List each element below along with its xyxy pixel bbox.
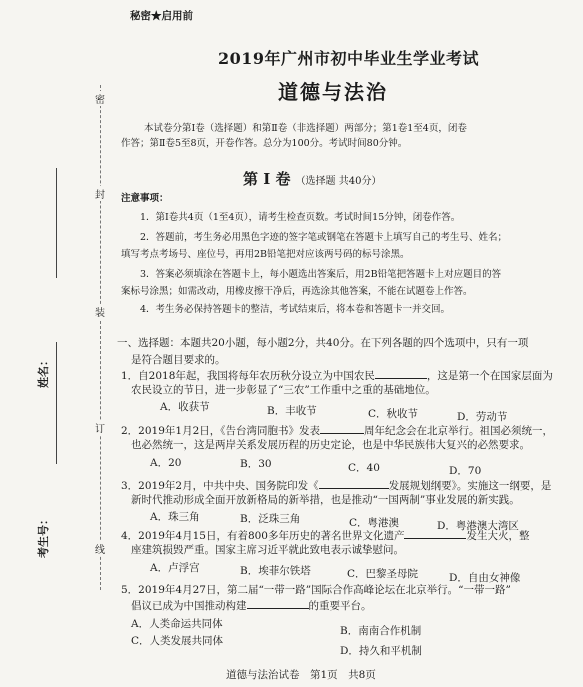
exam-no-blank-line[interactable] bbox=[56, 342, 57, 464]
question-2: 2．2019年1月2日，《告台湾同胞书》发表 周年纪念会在北京举行。祖国必须统一， bbox=[121, 425, 554, 437]
option-b[interactable]: B．30 bbox=[240, 458, 272, 470]
option-a[interactable]: A．卢浮宫 bbox=[150, 562, 200, 574]
question-2-cont: 也必然统一，这是两岸关系发展历程的历史定论，也是中华民族伟大复兴的必然要求。 bbox=[131, 439, 530, 451]
option-d[interactable]: D．70 bbox=[449, 465, 482, 477]
seal-char: 线 bbox=[95, 541, 105, 556]
question-4-cont: 座建筑损毁严重。国家主席习近平就此致电表示诚挚慰问。 bbox=[131, 544, 404, 556]
question-3: 3．2019年2月，中共中央、国务院印发《 发展规划纲要》。实施这一纲要，是 bbox=[121, 480, 552, 492]
exam-no-label: 考生号： bbox=[37, 514, 50, 558]
option-c[interactable]: C．粤港澳 bbox=[349, 517, 400, 529]
secret-mark: 秘密★启用前 bbox=[130, 10, 193, 22]
option-a[interactable]: A．收获节 bbox=[160, 401, 210, 413]
option-d[interactable]: D．自由女神像 bbox=[449, 572, 521, 584]
section-title: 第 Ⅰ 卷 bbox=[243, 170, 291, 188]
answer-blank bbox=[375, 368, 427, 379]
seal-char: 订 bbox=[95, 420, 105, 435]
option-c[interactable]: C．秋收节 bbox=[368, 408, 419, 420]
name-blank-line[interactable] bbox=[56, 168, 57, 278]
subject-title: 道德与法治 bbox=[278, 80, 388, 104]
question-3-cont: 新时代推动形成全面开放新格局的新举措，也是推动“一国两制”事业发展的新实践。 bbox=[131, 494, 520, 506]
option-c[interactable]: C．巴黎圣母院 bbox=[347, 568, 419, 580]
option-d[interactable]: D．劳动节 bbox=[457, 411, 508, 423]
seal-char: 装 bbox=[95, 304, 105, 319]
section-heading bbox=[243, 168, 381, 189]
option-d[interactable]: D．粤港澳大湾区 bbox=[437, 520, 519, 532]
option-c[interactable]: C．人类发展共同体 bbox=[131, 635, 224, 647]
option-b[interactable]: B．泛珠三角 bbox=[240, 513, 301, 525]
option-b[interactable]: B．南南合作机制 bbox=[340, 625, 422, 637]
intro-line: 本试卷分第Ⅰ卷（选择题）和第Ⅱ卷（非选择题）两部分；第1卷1至4页，闭卷 bbox=[144, 123, 467, 134]
seal-char: 密 bbox=[95, 91, 105, 106]
note-item: 1．第Ⅰ卷共4页（1至4页），请考生检查页数。考试时间15分钟，闭卷作答。 bbox=[140, 212, 461, 223]
intro-line: 作答；第Ⅱ卷5至8页，开卷作答。总分为100分。考试时间80分钟。 bbox=[121, 138, 408, 149]
exam-no-field bbox=[35, 470, 55, 558]
seal-char: 封 bbox=[95, 186, 105, 201]
note-item: 4．考生务必保持答题卡的整洁，考试结束后，将本卷和答题卡一并交回。 bbox=[140, 304, 451, 315]
answer-blank bbox=[320, 423, 364, 434]
question-1-cont: 农民设立的节日，进一步彰显了“三农”工作重中之重的基础地位。 bbox=[131, 384, 436, 396]
option-b[interactable]: B．丰收节 bbox=[267, 405, 317, 417]
section-subtitle: （选择题 共40分） bbox=[295, 176, 382, 187]
note-item: 填写考点考场号、座位号，再用2B铅笔把对应该两号码的标号涂黑。 bbox=[121, 249, 410, 260]
option-b[interactable]: B．埃菲尔铁塔 bbox=[240, 565, 311, 577]
part-one-instruction: 一、选择题：本题共20小题，每小题2分，共40分。在下列各题的四个选项中，只有一项 bbox=[117, 337, 529, 349]
name-label: 姓名： bbox=[37, 355, 50, 388]
option-d[interactable]: D．持久和平机制 bbox=[340, 645, 422, 657]
answer-blank bbox=[247, 598, 309, 609]
note-item: 3．答案必须填涂在答题卡上，每小题选出答案后，用2B铅笔把答题卡上对应题目的答 bbox=[140, 269, 502, 280]
note-item: 2．答题前，考生务必用黑色字迹的签字笔或钢笔在答题卡上填写自己的考生号、姓名； bbox=[140, 232, 508, 243]
notes-title: 注意事项： bbox=[121, 193, 169, 204]
question-4: 4．2019年4月15日，有着800多年历史的著名世界文化遗产 发生大火，整 bbox=[121, 530, 530, 542]
option-a[interactable]: A．人类命运共同体 bbox=[131, 618, 223, 630]
binding-line bbox=[100, 85, 101, 590]
option-c[interactable]: C．40 bbox=[348, 462, 380, 474]
name-field bbox=[35, 258, 69, 386]
answer-blank bbox=[319, 478, 389, 489]
note-item: 案标号涂黑；如需改动，用橡皮擦干净后，再选涂其他答案，不能在试题卷上作答。 bbox=[121, 286, 473, 297]
question-5: 5．2019年4月27日，第二届“一带一路”国际合作高峰论坛在北京举行。“一带一路” bbox=[121, 584, 511, 596]
question-5-cont: 倡议已成为中国推动构建 的重要平台。 bbox=[131, 600, 372, 612]
answer-blank bbox=[404, 528, 466, 539]
exam-title: 2019年广州市初中毕业生学业考试 bbox=[218, 49, 480, 68]
part-one-instruction: 是符合题目要求的。 bbox=[131, 354, 226, 366]
option-a[interactable]: A．20 bbox=[150, 457, 182, 469]
option-a[interactable]: A．珠三角 bbox=[150, 511, 200, 523]
page-footer: 道德与法治试卷 第1页 共8页 bbox=[226, 669, 376, 681]
question-1: 1．自2018年起，我国将每年农历秋分设立为中国农民 ，这是第一个在国家层面为 bbox=[121, 370, 553, 382]
